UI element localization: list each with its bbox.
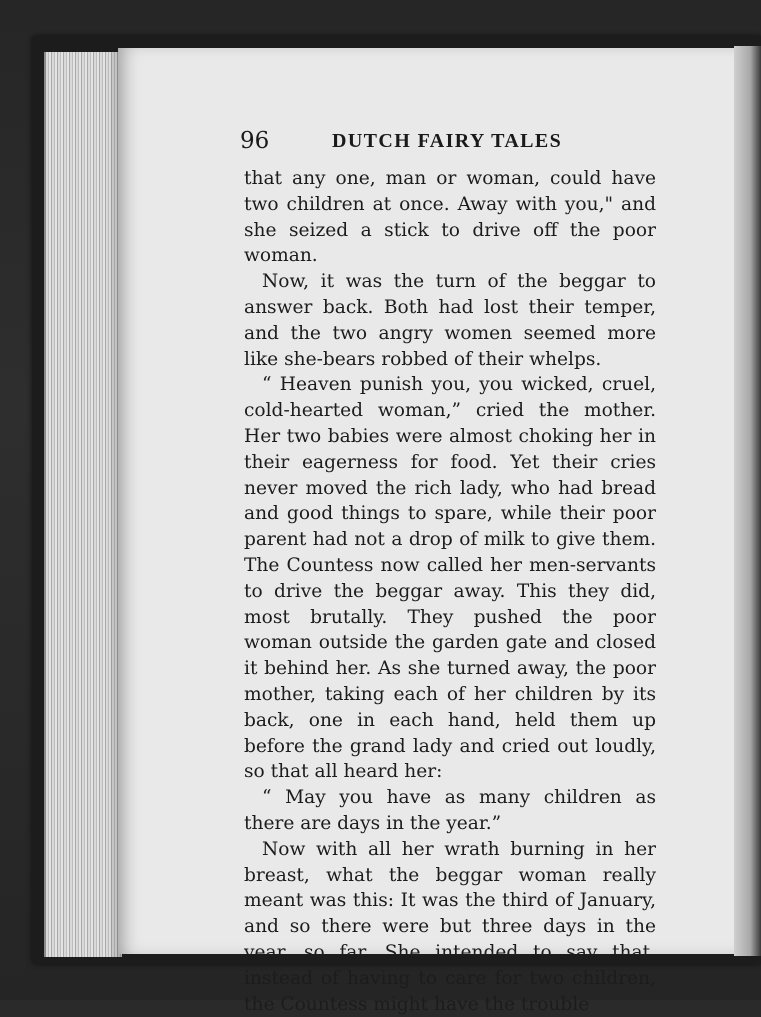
paragraph: “ Heaven punish you, you wicked, cruel, cold-hearted woman,” cried the mother. Her two babies were almost choking her in their eagerness for food. Yet their cries never moved the rich lady, who had bread and good things to spare, while their poor parent had not a drop of milk to give them. The Countess now called her men-servants to drive the beggar away. This they did, most brutally. They pushed the poor woman outside the garden gate and closed it behind her. As she turned away, the poor mother, taking each of her children by its back, one in each hand, held them up before the grand lady and cried out loudly, so that all heard her: — [244, 374, 656, 783]
paragraph: Now, it was the turn of the beggar to answer back. Both had lost their temper, and the two angry women seemed more like she-bears robbed of their whelps. — [244, 271, 656, 370]
paragraph: “ May you have as many children as there are days in the year.” — [244, 787, 656, 834]
paragraph: that any one, man or woman, could have two children at once. Away with you," and she seized a stick to drive off the poor woman. — [244, 168, 656, 267]
page-number: 96 — [240, 128, 270, 154]
page-header — [240, 128, 660, 160]
body-text — [244, 166, 656, 1017]
running-head: DUTCH FAIRY TALES — [332, 130, 563, 152]
page-edges — [44, 52, 122, 957]
paragraph: Now with all her wrath burning in her breast, what the beggar woman really meant was this: It was the third of January, and so there were but three days in the year, so far. She intended to say that, instead of having to care for two children, the Countess might have the trouble — [244, 838, 656, 1015]
page-right-edge — [734, 46, 761, 956]
